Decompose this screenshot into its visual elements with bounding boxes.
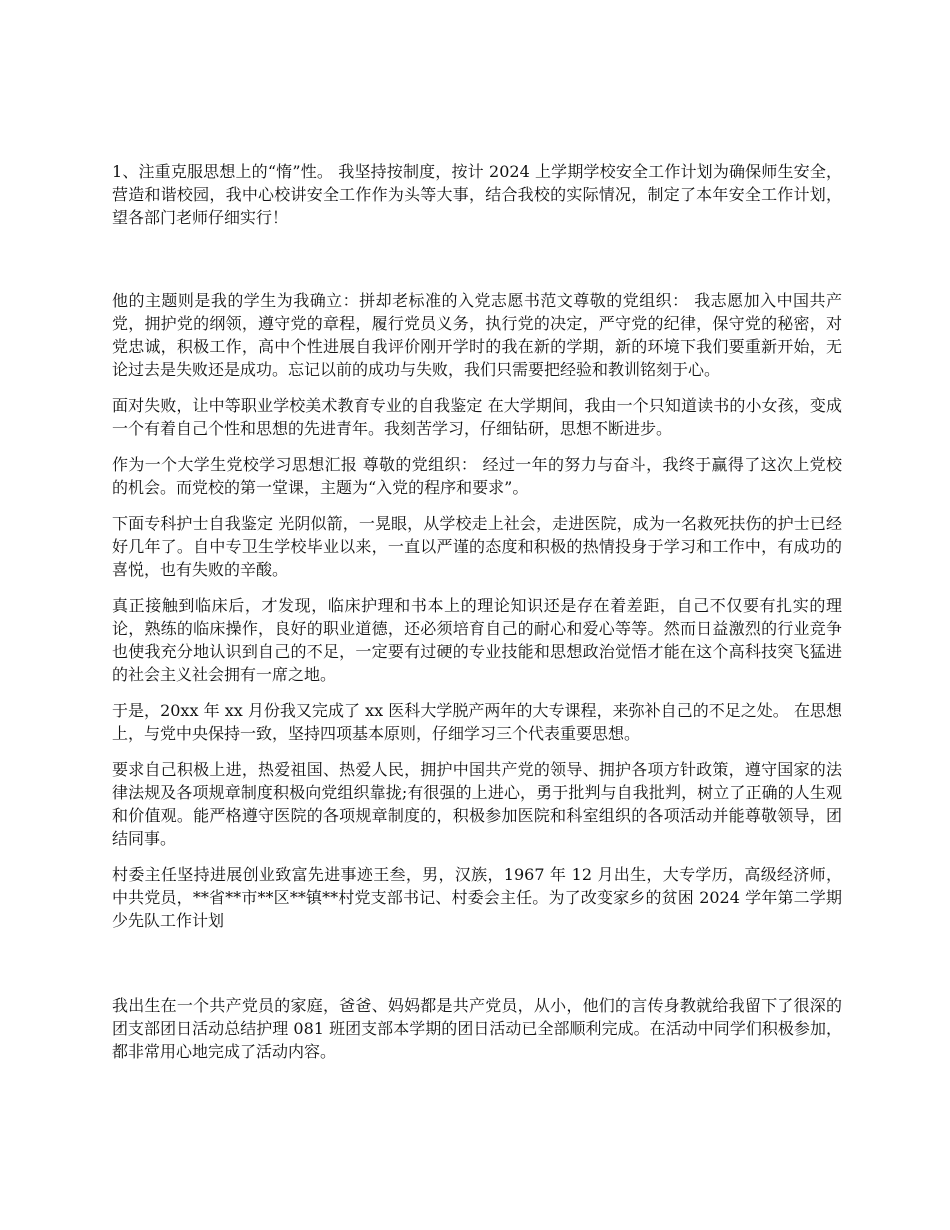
paragraph-6: 真正接触到临床后，才发现，临床护理和书本上的理论知识还是存在着差距，自己不仅要有扎实的理论，熟练的临床操作，良好的职业道德，还必须培育自己的耐心和爱心等等。然而日益激烈的行业竞争也使我充分地认识到自己的不足，一定要有过硬的专业技能和思想政治觉悟才能在这个高科技突飞猛进的社会主义社会拥有一席之地。 <box>112 596 842 684</box>
paragraph-10: 我出生在一个共产党员的家庭，爸爸、妈妈都是共产党员，从小，他们的言传身教就给我留下了很深的团支部团日活动总结护理 081 班团支部本学期的团日活动已全部顺利完成。在活动中同学们积极参加，都非常用心地完成了活动内容。 <box>112 996 842 1061</box>
paragraph-3: 面对失败，让中等职业学校美术教育专业的自我鉴定 在大学期间，我由一个只知道读书的小女孩，变成一个有着自己个性和思想的先进青年。我刻苦学习，仔细钻研，思想不断进步。 <box>112 396 842 438</box>
paragraph-1: 1、注重克服思想上的“惰”性。 我坚持按制度，按计 2024 上学期学校安全工作计划为确保师生安全，营造和谐校园，我中心校讲安全工作作为头等大事，结合我校的实际情况，制定了本年安全工作计划，望各部门老师仔细实行！ <box>112 162 842 227</box>
paragraph-5: 下面专科护士自我鉴定 光阴似箭，一晃眼，从学校走上社会，走进医院，成为一名救死扶伤的护士已经好几年了。自中专卫生学校毕业以来，一直以严谨的态度和积极的热情投身于学习和工作中，有成功的喜悦，也有失败的辛酸。 <box>112 514 842 579</box>
paragraph-9: 村委主任坚持进展创业致富先进事迹王叁，男，汉族，1967 年 12 月出生，大专学历，高级经济师，中共党员，**省**市**区**镇**村党支部书记、村委会主任。为了改变家乡的贫困 2024 学年第二学期少先队工作计划 <box>112 865 842 930</box>
paragraph-2: 他的主题则是我的学生为我确立：拼却老标准的入党志愿书范文尊敬的党组织： 我志愿加入中国共产党，拥护党的纲领，遵守党的章程，履行党员义务，执行党的决定，严守党的纪律，保守党的秘密，对党忠诚，积极工作，高中个性进展自我评价刚开学时的我在新的学期，新的环境下我们要重新开始，无论过去是失败还是成功。忘记以前的成功与失败，我们只需要把经验和教训铭刻于心。 <box>112 291 842 379</box>
paragraph-8: 要求自己积极上进，热爱祖国、热爱人民，拥护中国共产党的领导、拥护各项方针政策，遵守国家的法律法规及各项规章制度积极向党组织靠拢;有很强的上进心，勇于批判与自我批判，树立了正确的人生观和价值观。能严格遵守医院的各项规章制度的，积极参加医院和科室组织的各项活动并能尊敬领导，团结同事。 <box>112 760 842 848</box>
paragraph-4: 作为一个大学生党校学习思想汇报 尊敬的党组织： 经过一年的努力与奋斗，我终于赢得了这次上党校的机会。而党校的第一堂课，主题为“入党的程序和要求”。 <box>112 455 842 497</box>
document-page <box>112 160 842 1076</box>
paragraph-7: 于是，20xx 年 xx 月份我又完成了 xx 医科大学脱产两年的大专课程，来弥补自己的不足之处。 在思想上，与党中央保持一致，坚持四项基本原则，仔细学习三个代表重要思想。 <box>112 701 842 743</box>
